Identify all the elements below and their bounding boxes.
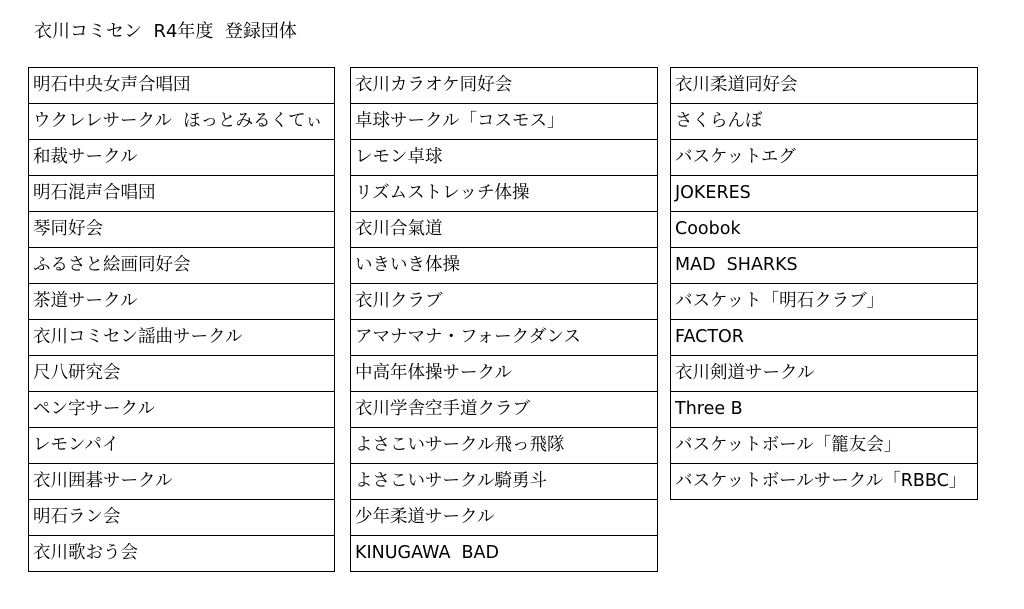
group-name-cell: バスケットボール「籠友会」 [671,428,977,464]
group-name-cell: レモンパイ [29,428,334,464]
group-list-column-3 [670,67,978,500]
group-name-cell: FACTOR [671,320,977,356]
group-name-cell: ウクレレサークル ほっとみるくてぃ [29,104,334,140]
group-name-cell: 琴同好会 [29,212,334,248]
group-name-cell: さくらんぼ [671,104,977,140]
group-name-cell: 衣川囲碁サークル [29,464,334,500]
group-name-cell: ふるさと絵画同好会 [29,248,334,284]
group-name-cell: 衣川コミセン謡曲サークル [29,320,334,356]
group-name-cell: バスケット「明石クラブ」 [671,284,977,320]
group-list-column-1 [28,67,335,572]
group-name-cell: MAD SHARKS [671,248,977,284]
group-name-cell: 衣川カラオケ同好会 [351,68,657,104]
page-title: 衣川コミセン R4年度 登録団体 [34,21,297,42]
group-name-cell: よさこいサークル騎勇斗 [351,464,657,500]
group-name-cell: レモン卓球 [351,140,657,176]
group-name-cell: よさこいサークル飛っ飛隊 [351,428,657,464]
group-name-cell: 衣川柔道同好会 [671,68,977,104]
group-name-cell: Three B [671,392,977,428]
group-name-cell: 明石ラン会 [29,500,334,536]
group-name-cell: 衣川剣道サークル [671,356,977,392]
group-name-cell: アマナマナ・フォークダンス [351,320,657,356]
group-name-cell: 卓球サークル「コスモス」 [351,104,657,140]
group-name-cell: ペン字サークル [29,392,334,428]
group-name-cell: リズムストレッチ体操 [351,176,657,212]
group-name-cell: JOKERES [671,176,977,212]
group-name-cell: Coobok [671,212,977,248]
group-name-cell: 衣川クラブ [351,284,657,320]
group-name-cell: 明石中央女声合唱団 [29,68,334,104]
group-name-cell: 明石混声合唱団 [29,176,334,212]
group-name-cell: いきいき体操 [351,248,657,284]
group-name-cell: バスケットエグ [671,140,977,176]
group-name-cell: バスケットボールサークル「RBBC」 [671,464,977,500]
group-name-cell: 和裁サークル [29,140,334,176]
group-name-cell: 少年柔道サークル [351,500,657,536]
group-name-cell: 中高年体操サークル [351,356,657,392]
group-name-cell: 衣川学舎空手道クラブ [351,392,657,428]
group-name-cell: 尺八研究会 [29,356,334,392]
group-name-cell: KINUGAWA BAD [351,536,657,572]
group-name-cell: 衣川合氣道 [351,212,657,248]
group-name-cell: 衣川歌おう会 [29,536,334,572]
group-list-column-2 [350,67,658,572]
group-name-cell: 茶道サークル [29,284,334,320]
